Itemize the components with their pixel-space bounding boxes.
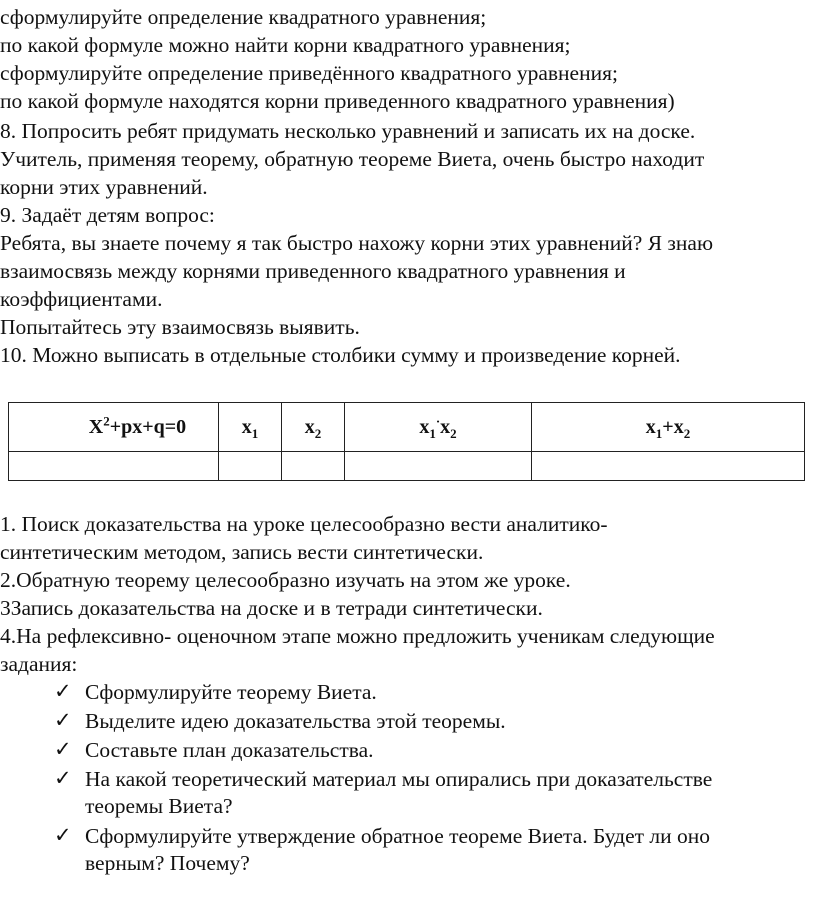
text-line: по какой формуле можно найти корни квадратного уравнения; xyxy=(0,33,571,57)
list-item: Выделите идею доказательства этой теоремы. xyxy=(85,709,506,733)
text-line: 10. Можно выписать в отдельные столбики сумму и произведение корней. xyxy=(0,343,681,367)
table-cell xyxy=(282,452,345,481)
table-cell xyxy=(345,452,532,481)
checkmark-icon: ✓ xyxy=(54,823,72,847)
product-header: $x_1^\cdot x_2$ xyxy=(345,403,532,452)
checkmark-icon: ✓ xyxy=(54,766,72,790)
checkmark-icon: ✓ xyxy=(54,708,72,732)
table-header-row xyxy=(9,403,805,452)
text-line: сформулируйте определение приведённого квадратного уравнения; xyxy=(0,61,618,85)
roots-table xyxy=(8,402,805,481)
text-line: Учитель, применяя теорему, обратную теореме Виета, очень быстро находит xyxy=(0,147,705,171)
x2-header: $x_2$ xyxy=(282,403,345,452)
x1-header: $x_1$ xyxy=(219,403,282,452)
text-line: по какой формуле находятся корни приведенного квадратного уравнения) xyxy=(0,89,675,113)
text-line: 4.На рефлексивно- оценочном этапе можно предложить ученикам следующие xyxy=(0,624,715,648)
text-line: задания: xyxy=(0,652,78,676)
text-line: 9. Задаёт детям вопрос: xyxy=(0,203,215,227)
text-line: Попытайтесь эту взаимосвязь выявить. xyxy=(0,315,360,339)
list-item: На какой теоретический материал мы опирались при доказательстве xyxy=(85,767,713,791)
checkmark-icon: ✓ xyxy=(54,737,72,761)
text-line: синтетическим методом, запись вести синтетически. xyxy=(0,540,484,564)
text-line: взаимосвязь между корнями приведенного квадратного уравнения и xyxy=(0,259,626,283)
text-line: 3Запись доказательства на доске и в тетради синтетически. xyxy=(0,596,543,620)
sum-header: $x_1+x_2$ xyxy=(532,403,805,452)
table-row xyxy=(9,452,805,481)
table-cell xyxy=(219,452,282,481)
list-item: Сформулируйте теорему Виета. xyxy=(85,680,377,704)
text-line: 1. Поиск доказательства на уроке целесообразно вести аналитико- xyxy=(0,512,608,536)
text-line: 8. Попросить ребят придумать несколько уравнений и записать их на доске. xyxy=(0,119,696,143)
text-line: коэффициентами. xyxy=(0,287,163,311)
list-item-continuation: теоремы Виета? xyxy=(85,794,233,818)
checkmark-icon: ✓ xyxy=(54,679,72,703)
table-cell xyxy=(9,452,219,481)
table-cell xyxy=(532,452,805,481)
text-line: сформулируйте определение квадратного уравнения; xyxy=(0,5,487,29)
list-item-continuation: верным? Почему? xyxy=(85,851,250,875)
equation-header: $X^2+px+q=0$ xyxy=(9,403,219,452)
text-line: Ребята, вы знаете почему я так быстро нахожу корни этих уравнений? Я знаю xyxy=(0,231,714,255)
text-line: 2.Обратную теорему целесообразно изучать на этом же уроке. xyxy=(0,568,571,592)
list-item: Сформулируйте утверждение обратное теореме Виета. Будет ли оно xyxy=(85,824,711,848)
text-line: корни этих уравнений. xyxy=(0,175,208,199)
list-item: Составьте план доказательства. xyxy=(85,738,374,762)
